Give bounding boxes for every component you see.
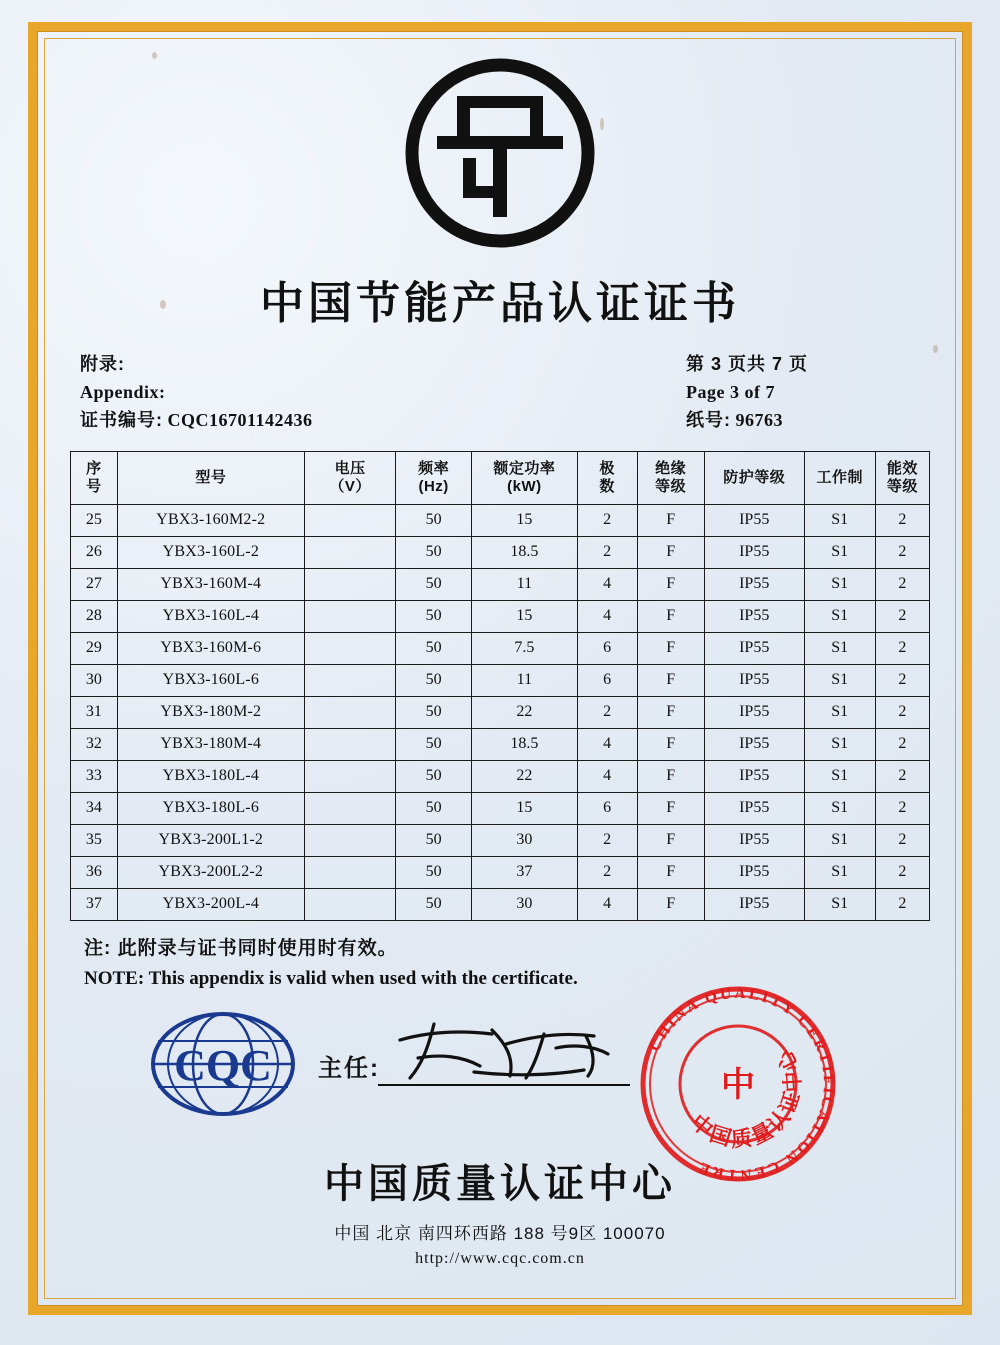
cell-power: 22 — [471, 696, 577, 728]
cell-no: 34 — [71, 792, 118, 824]
cell-efficiency: 2 — [875, 664, 929, 696]
footer-org-name: 中国质量认证中心 — [324, 1161, 676, 1206]
table-body — [71, 504, 930, 920]
cell-frequency: 50 — [396, 664, 472, 696]
signature-block — [58, 984, 942, 1183]
col-header-frequency-line1: 频率 — [418, 460, 450, 478]
cell-efficiency: 2 — [875, 696, 929, 728]
col-header-voltage-line2: （V） — [329, 477, 371, 495]
cell-insulation: F — [637, 760, 704, 792]
cell-duty: S1 — [804, 824, 875, 856]
cell-duty: S1 — [804, 632, 875, 664]
col-header-power-line2: (kW) — [507, 477, 542, 495]
cell-efficiency: 2 — [875, 728, 929, 760]
cell-efficiency: 2 — [875, 856, 929, 888]
svg-text:中: 中 — [721, 1065, 755, 1104]
cell-voltage — [304, 888, 395, 920]
cell-protection: IP55 — [704, 600, 804, 632]
cell-insulation: F — [637, 504, 704, 536]
cell-insulation: F — [637, 824, 704, 856]
cell-no: 32 — [71, 728, 118, 760]
cell-power: 18.5 — [471, 536, 577, 568]
cell-voltage — [304, 664, 395, 696]
note-chinese: 注: 此附录与证书同时使用时有效。 — [84, 937, 398, 959]
cell-duty: S1 — [804, 536, 875, 568]
cell-voltage — [304, 824, 395, 856]
cell-duty: S1 — [804, 696, 875, 728]
cell-insulation: F — [637, 888, 704, 920]
cell-protection: IP55 — [704, 696, 804, 728]
cell-no: 28 — [71, 600, 118, 632]
cell-model: YBX3-160M-4 — [117, 568, 304, 600]
cell-protection: IP55 — [704, 664, 804, 696]
col-header-insulation-line1: 绝缘 — [655, 460, 687, 478]
col-header-voltage-line1: 电压 — [334, 460, 366, 478]
cell-efficiency: 2 — [875, 536, 929, 568]
cell-duty: S1 — [804, 568, 875, 600]
col-header-poles-line1: 极 — [599, 460, 615, 478]
cell-voltage — [304, 728, 395, 760]
cell-protection: IP55 — [704, 824, 804, 856]
table-row — [71, 888, 930, 920]
col-header-power-line1: 额定功率 — [493, 460, 556, 478]
cell-model: YBX3-160L-2 — [117, 536, 304, 568]
meta-right — [686, 351, 928, 435]
col-header-efficiency-line2: 等级 — [886, 477, 918, 495]
certificate-content — [58, 48, 942, 1293]
cert-no-row — [80, 407, 313, 435]
cell-frequency: 50 — [396, 600, 472, 632]
svg-text:CQC: CQC — [174, 1040, 272, 1090]
cell-voltage — [304, 632, 395, 664]
cell-no: 37 — [71, 888, 118, 920]
cell-model: YBX3-160M-6 — [117, 632, 304, 664]
col-header-insulation — [637, 451, 704, 504]
cell-efficiency: 2 — [875, 888, 929, 920]
meta-block — [58, 337, 942, 435]
table-row — [71, 696, 930, 728]
cell-duty: S1 — [804, 760, 875, 792]
cell-power: 15 — [471, 504, 577, 536]
table-row — [71, 632, 930, 664]
page-number-en: Page 3 of 7 — [685, 381, 775, 402]
cell-efficiency: 2 — [875, 600, 929, 632]
meta-left — [80, 351, 313, 435]
cell-insulation: F — [637, 536, 704, 568]
cell-no: 33 — [71, 760, 118, 792]
cell-protection: IP55 — [704, 888, 804, 920]
table-row — [71, 504, 930, 536]
note-english: NOTE: This appendix is valid when used with the certificate. — [84, 967, 578, 989]
cell-voltage — [304, 504, 395, 536]
cell-frequency: 50 — [396, 728, 472, 760]
cell-frequency: 50 — [396, 568, 472, 600]
col-header-no-line1: 序 — [86, 460, 102, 478]
table-row — [71, 856, 930, 888]
cell-no: 25 — [71, 504, 118, 536]
cell-power: 18.5 — [471, 728, 577, 760]
cell-no: 36 — [71, 856, 118, 888]
col-header-efficiency-line1: 能效 — [886, 460, 918, 478]
cell-model: YBX3-200L2-2 — [117, 856, 304, 888]
cell-duty: S1 — [804, 856, 875, 888]
cell-frequency: 50 — [396, 536, 472, 568]
cell-model: YBX3-180L-4 — [117, 760, 304, 792]
page-title: 中国节能产品认证证书 — [260, 279, 740, 328]
cell-no: 29 — [71, 632, 118, 664]
cell-efficiency: 2 — [875, 824, 929, 856]
cell-no: 31 — [71, 696, 118, 728]
cell-poles: 2 — [577, 696, 637, 728]
cell-poles: 2 — [577, 536, 637, 568]
cell-frequency: 50 — [396, 760, 472, 792]
cell-frequency: 50 — [396, 504, 472, 536]
cell-poles: 6 — [577, 632, 637, 664]
cell-model: YBX3-180L-6 — [117, 792, 304, 824]
table-row — [71, 760, 930, 792]
cell-poles: 4 — [577, 760, 637, 792]
table-row — [71, 536, 930, 568]
col-header-model: 型号 — [117, 451, 304, 504]
paper-no-label: 纸号: — [685, 409, 731, 430]
cell-poles: 6 — [577, 664, 637, 696]
product-table — [70, 451, 930, 921]
energy-saving-jie-logo-icon — [405, 58, 595, 253]
cell-insulation: F — [637, 632, 704, 664]
col-header-poles-line2: 数 — [599, 477, 615, 495]
cell-power: 37 — [471, 856, 577, 888]
table-header-row — [71, 451, 930, 504]
cell-frequency: 50 — [396, 792, 472, 824]
table-header — [71, 451, 930, 504]
cell-insulation: F — [637, 696, 704, 728]
cert-no-label: 证书编号: — [80, 409, 163, 430]
appendix-label-cn: 附录: — [80, 354, 125, 374]
cell-protection: IP55 — [704, 728, 804, 760]
cell-duty: S1 — [804, 888, 875, 920]
cell-power: 30 — [471, 824, 577, 856]
cell-poles: 2 — [577, 504, 637, 536]
cell-no: 35 — [71, 824, 118, 856]
cell-voltage — [304, 600, 395, 632]
cell-protection: IP55 — [704, 792, 804, 824]
table-row — [71, 568, 930, 600]
cell-poles: 4 — [577, 600, 637, 632]
cell-poles: 2 — [577, 856, 637, 888]
cell-model: YBX3-160M2-2 — [117, 504, 304, 536]
cell-poles: 2 — [577, 824, 637, 856]
col-header-efficiency — [875, 451, 929, 504]
cell-insulation: F — [637, 728, 704, 760]
cell-insulation: F — [637, 568, 704, 600]
cell-voltage — [304, 792, 395, 824]
logo-container — [58, 48, 942, 253]
cell-frequency: 50 — [396, 632, 472, 664]
red-round-stamp-icon — [628, 974, 848, 1194]
cell-model: YBX3-200L1-2 — [117, 824, 304, 856]
cell-voltage — [304, 760, 395, 792]
cell-insulation: F — [637, 792, 704, 824]
cell-voltage — [304, 568, 395, 600]
cell-duty: S1 — [804, 792, 875, 824]
table-row — [71, 792, 930, 824]
cell-protection: IP55 — [704, 536, 804, 568]
table-row — [71, 728, 930, 760]
col-header-poles — [577, 451, 637, 504]
col-header-voltage — [304, 451, 395, 504]
col-header-no — [71, 451, 118, 504]
table-row — [71, 600, 930, 632]
cell-duty: S1 — [804, 600, 875, 632]
footer-url[interactable]: http://www.cqc.com.cn — [415, 1249, 585, 1267]
cell-power: 15 — [471, 792, 577, 824]
cell-frequency: 50 — [396, 856, 472, 888]
cell-power: 30 — [471, 888, 577, 920]
cell-efficiency: 2 — [875, 792, 929, 824]
cell-insulation: F — [637, 856, 704, 888]
page-number-cn: 第 3 页共 7 页 — [685, 354, 808, 374]
cell-poles: 4 — [577, 888, 637, 920]
cell-model: YBX3-160L-6 — [117, 664, 304, 696]
cell-insulation: F — [637, 664, 704, 696]
cell-poles: 4 — [577, 568, 637, 600]
cell-voltage — [304, 536, 395, 568]
cell-power: 7.5 — [471, 632, 577, 664]
cell-frequency: 50 — [396, 696, 472, 728]
cell-power: 15 — [471, 600, 577, 632]
footer-address: 中国 北京 南四环西路 188 号9区 100070 — [334, 1223, 666, 1243]
col-header-duty: 工作制 — [804, 451, 875, 504]
cell-efficiency: 2 — [875, 760, 929, 792]
handwritten-signature-icon — [388, 1014, 628, 1088]
cqc-globe-logo-icon — [148, 1008, 298, 1125]
col-header-insulation-line2: 等级 — [655, 477, 687, 495]
col-header-no-line2: 号 — [86, 477, 102, 495]
paper-no-row — [686, 407, 808, 435]
cell-protection: IP55 — [704, 632, 804, 664]
cell-no: 30 — [71, 664, 118, 696]
cell-duty: S1 — [804, 728, 875, 760]
cell-no: 26 — [71, 536, 118, 568]
table-row — [71, 824, 930, 856]
paper-no-value: 96763 — [735, 409, 783, 430]
col-header-frequency — [396, 451, 472, 504]
cell-power: 22 — [471, 760, 577, 792]
cell-power: 11 — [471, 664, 577, 696]
cell-protection: IP55 — [704, 568, 804, 600]
col-header-protection: 防护等级 — [704, 451, 804, 504]
cell-no: 27 — [71, 568, 118, 600]
cell-model: YBX3-180M-4 — [117, 728, 304, 760]
cell-efficiency: 2 — [875, 504, 929, 536]
cell-model: YBX3-160L-4 — [117, 600, 304, 632]
cell-frequency: 50 — [396, 888, 472, 920]
appendix-label-en: Appendix: — [80, 381, 166, 402]
table-row — [71, 664, 930, 696]
col-header-power — [471, 451, 577, 504]
cell-frequency: 50 — [396, 824, 472, 856]
cell-protection: IP55 — [704, 504, 804, 536]
cell-protection: IP55 — [704, 760, 804, 792]
cell-efficiency: 2 — [875, 568, 929, 600]
cell-duty: S1 — [804, 664, 875, 696]
cell-model: YBX3-180M-2 — [117, 696, 304, 728]
cell-power: 11 — [471, 568, 577, 600]
cell-insulation: F — [637, 600, 704, 632]
cell-poles: 6 — [577, 792, 637, 824]
director-label: 主任: — [318, 1054, 380, 1082]
cell-voltage — [304, 856, 395, 888]
cell-efficiency: 2 — [875, 632, 929, 664]
cell-model: YBX3-200L-4 — [117, 888, 304, 920]
cell-poles: 4 — [577, 728, 637, 760]
svg-text:CHINA QUALITY CERTIFICATION CE: CHINA QUALITY CERTIFICATION CENTRE — [646, 984, 838, 1183]
col-header-frequency-line2: (Hz) — [418, 477, 449, 495]
cell-duty: S1 — [804, 504, 875, 536]
cell-voltage — [304, 696, 395, 728]
svg-text:中国质量认证中心: 中国质量认证中心 — [686, 1043, 806, 1152]
cert-no-value: CQC16701142436 — [167, 409, 313, 430]
cell-protection: IP55 — [704, 856, 804, 888]
